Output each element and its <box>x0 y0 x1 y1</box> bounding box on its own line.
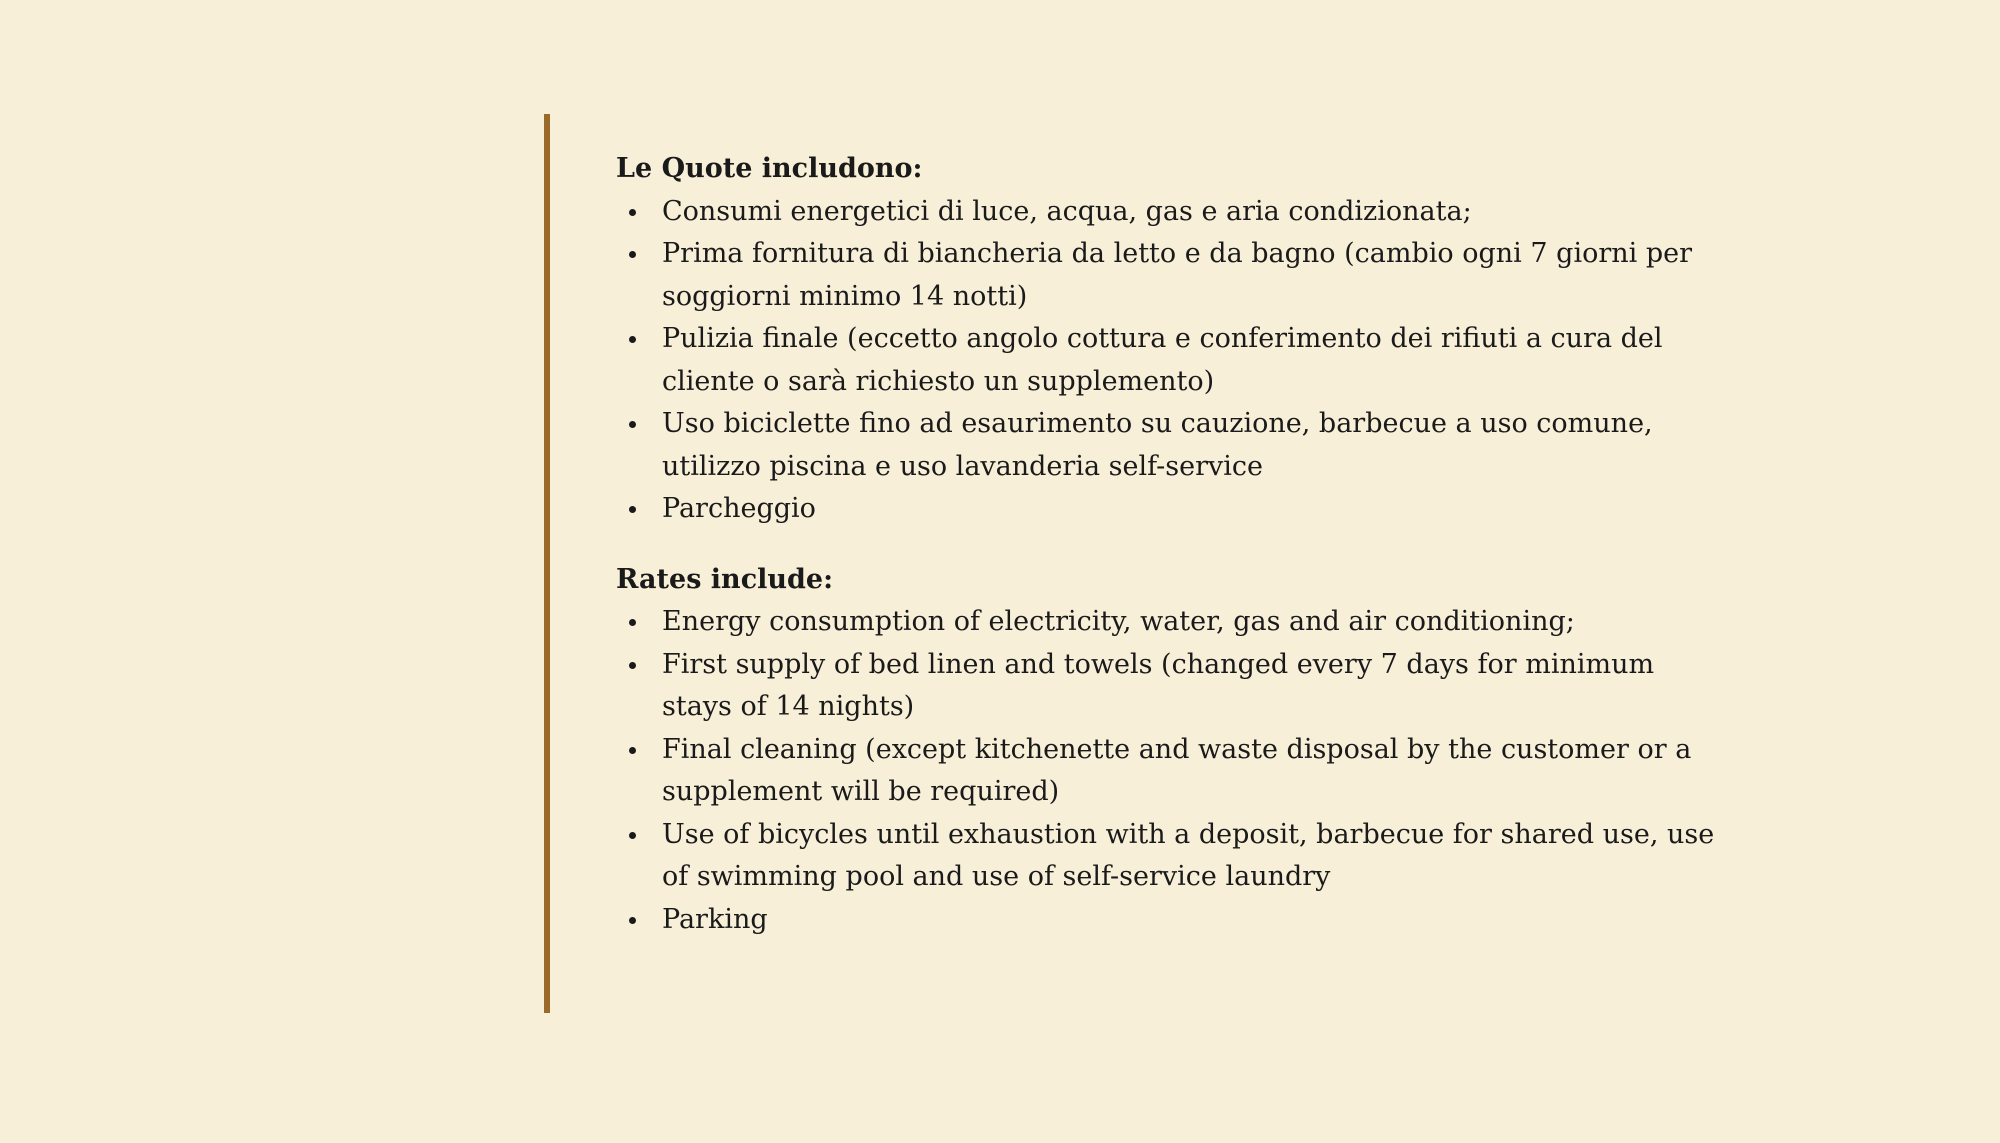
list-item: Pulizia finale (eccetto angolo cottura e conferimento dei rifiuti a cura del cliente o sarà richiesto un supplemento) <box>616 318 1716 403</box>
accent-bar <box>544 114 550 1013</box>
list-item: Parcheggio <box>616 488 1716 531</box>
italian-heading: Le Quote includono: <box>616 153 923 184</box>
list-item: Parking <box>616 899 1716 942</box>
list-item: Use of bicycles until exhaustion with a deposit, barbecue for shared use, use of swimming pool and use of self-service laundry <box>616 814 1716 899</box>
italian-list <box>616 191 1716 531</box>
list-item: Energy consumption of electricity, water, gas and air conditioning; <box>616 601 1716 644</box>
italian-section <box>616 148 1716 531</box>
rates-content <box>616 148 1716 941</box>
list-item: First supply of bed linen and towels (changed every 7 days for minimum stays of 14 nights) <box>616 644 1716 729</box>
list-item: Uso biciclette fino ad esaurimento su cauzione, barbecue a uso comune, utilizzo piscina e uso lavanderia self-service <box>616 403 1716 488</box>
english-heading: Rates include: <box>616 563 834 595</box>
english-section <box>616 559 1716 942</box>
english-list <box>616 601 1716 941</box>
list-item: Consumi energetici di luce, acqua, gas e aria condizionata; <box>616 191 1716 234</box>
list-item: Prima fornitura di biancheria da letto e da bagno (cambio ogni 7 giorni per soggiorni minimo 14 notti) <box>616 233 1716 318</box>
list-item: Final cleaning (except kitchenette and waste disposal by the customer or a supplement will be required) <box>616 729 1716 814</box>
